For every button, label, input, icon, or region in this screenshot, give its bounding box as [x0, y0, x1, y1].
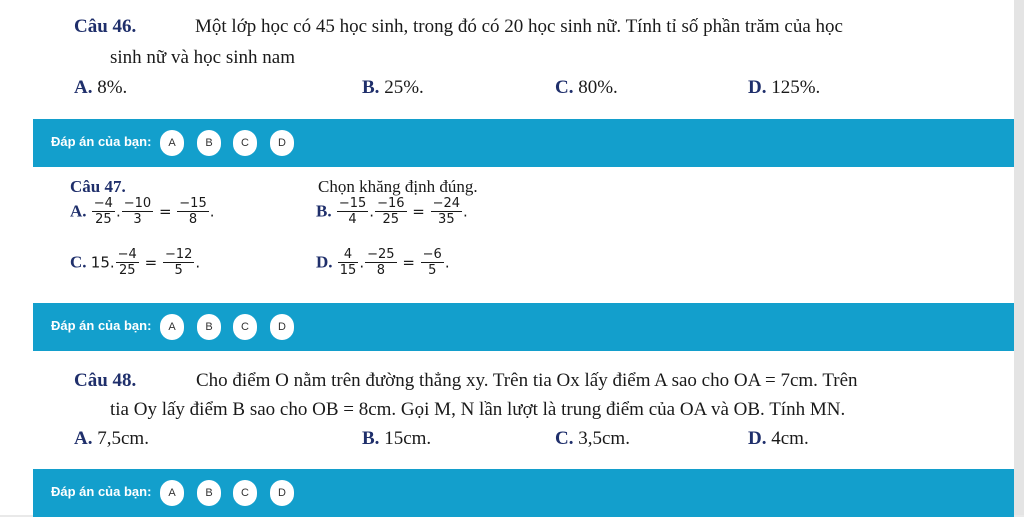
fraction — [177, 196, 208, 227]
numerator: −16 — [377, 196, 405, 211]
q46-choice-a[interactable]: A — [160, 130, 184, 156]
numerator: −24 — [432, 196, 461, 211]
numerator: −25 — [367, 247, 395, 262]
answer-bar-q46 — [33, 119, 1014, 167]
numerator: −4 — [117, 247, 137, 262]
q46-option-c — [555, 77, 618, 99]
q46-option-d-label: D. — [748, 77, 767, 98]
q46-text-line1: Một lớp học có 45 học sinh, trong đó có 20 học sinh nữ. Tính tỉ số phần trăm của học — [195, 16, 843, 37]
q46-option-b-label: B. — [362, 77, 380, 98]
q48-option-a — [74, 428, 149, 450]
q46-option-b — [362, 77, 424, 99]
fraction — [92, 196, 115, 227]
q48-option-d-label: D. — [748, 428, 767, 449]
q48-number: Câu 48. — [74, 370, 137, 391]
denominator: 25 — [118, 263, 136, 278]
q47-option-c: C. 15. $\frac{-4}{25}$ = $\frac{-12}{5}$ . — [70, 247, 201, 278]
q47-choice-d[interactable]: D — [270, 314, 294, 340]
q48-choice-c[interactable]: C — [233, 480, 257, 506]
q48-option-c — [555, 428, 630, 450]
denominator: 25 — [95, 212, 112, 227]
numerator: −4 — [93, 196, 113, 211]
q47-option-c-whole: 15 — [90, 253, 110, 272]
answer-bar-q48 — [33, 469, 1014, 517]
fraction — [421, 247, 444, 278]
q48-option-c-label: C. — [555, 428, 574, 449]
q46-option-a — [74, 77, 127, 99]
fraction — [365, 247, 396, 278]
denominator: 8 — [188, 212, 198, 227]
q47-option-c-label: C. — [70, 252, 87, 272]
q46-option-c-label: C. — [555, 77, 574, 98]
q48-text-line1: Cho điểm O nằm trên đường thẳng xy. Trên tia Ox lấy điểm A sao cho OA = 7cm. Trên — [196, 370, 858, 391]
denominator: 4 — [348, 212, 357, 227]
q46-text-line2: sinh nữ và học sinh nam — [110, 47, 295, 68]
page-edge — [1014, 0, 1024, 515]
q48-option-d — [748, 428, 809, 450]
numerator: −12 — [164, 247, 193, 262]
q46-option-d-text: 125%. — [771, 77, 821, 98]
q46-choice-b[interactable]: B — [197, 130, 221, 156]
denominator: 3 — [133, 212, 142, 227]
answer-label: Đáp án của bạn: — [51, 134, 152, 149]
denominator: 35 — [438, 212, 455, 227]
q48-choice-a[interactable]: A — [160, 480, 184, 506]
q48-text-line2: tia Oy lấy điểm B sao cho OB = 8cm. Gọi M, N lần lượt là trung điểm của OA và OB. Tính MN. — [110, 399, 846, 420]
q48-option-b-text: 15cm. — [384, 428, 432, 449]
fraction — [163, 247, 194, 278]
q48-choice-d[interactable]: D — [270, 480, 294, 506]
answer-bar-q47 — [33, 303, 1014, 351]
q47-option-d: D. $\frac{4}{15}$ . $\frac{-25}{8}$ = $\frac{-6}{5}$ . — [316, 247, 450, 278]
q48-option-b-label: B. — [362, 428, 380, 449]
q47-option-b: B. $\frac{-15}{4}$ . $\frac{-16}{25}$ = $\frac{-24}{35}$ . — [316, 196, 468, 227]
q47-option-a-label: A. — [70, 201, 87, 221]
q48-option-a-text: 7,5cm. — [97, 428, 149, 449]
q47-choice-b[interactable]: B — [197, 314, 221, 340]
q47-option-d-label: D. — [316, 252, 333, 272]
q46-choice-c[interactable]: C — [233, 130, 257, 156]
numerator: −15 — [179, 196, 207, 211]
fraction — [337, 196, 368, 227]
q46-option-a-label: A. — [74, 77, 93, 98]
q46-option-c-text: 80%. — [578, 77, 618, 98]
numerator: 4 — [338, 247, 359, 263]
denominator: 15 — [339, 263, 357, 278]
q46-option-a-text: 8%. — [97, 77, 128, 98]
q46-number: Câu 46. — [74, 16, 137, 37]
q47-option-a: A. $\frac{-4}{25}$ . $\frac{-10}{3}$ = $\frac{-15}{8}$ . — [70, 196, 215, 227]
denominator: 8 — [376, 263, 385, 278]
denominator: 5 — [428, 263, 437, 278]
q47-number: Câu 47. — [70, 177, 126, 196]
numerator: −6 — [422, 247, 442, 262]
q48-option-b — [362, 428, 431, 450]
q48-option-d-text: 4cm. — [771, 428, 809, 449]
q47-choice-a[interactable]: A — [160, 314, 184, 340]
q48-option-a-label: A. — [74, 428, 93, 449]
q48-choice-b[interactable]: B — [197, 480, 221, 506]
answer-label: Đáp án của bạn: — [51, 484, 152, 499]
q47-choice-c[interactable]: C — [233, 314, 257, 340]
numerator: −10 — [123, 196, 152, 211]
answer-label: Đáp án của bạn: — [51, 318, 152, 333]
q46-choice-d[interactable]: D — [270, 130, 294, 156]
q46-option-d — [748, 77, 820, 99]
fraction — [431, 196, 462, 227]
denominator: 5 — [174, 263, 183, 278]
fraction — [375, 196, 406, 227]
q48-option-c-text: 3,5cm. — [578, 428, 630, 449]
q46-option-b-text: 25%. — [384, 77, 424, 98]
denominator: 25 — [382, 212, 400, 227]
fraction — [116, 247, 139, 278]
numerator: −15 — [338, 196, 367, 211]
q47-option-b-label: B. — [316, 201, 332, 221]
q47-prompt: Chọn khăng định đúng. — [318, 177, 478, 196]
fraction — [122, 196, 153, 227]
fraction — [338, 247, 359, 278]
